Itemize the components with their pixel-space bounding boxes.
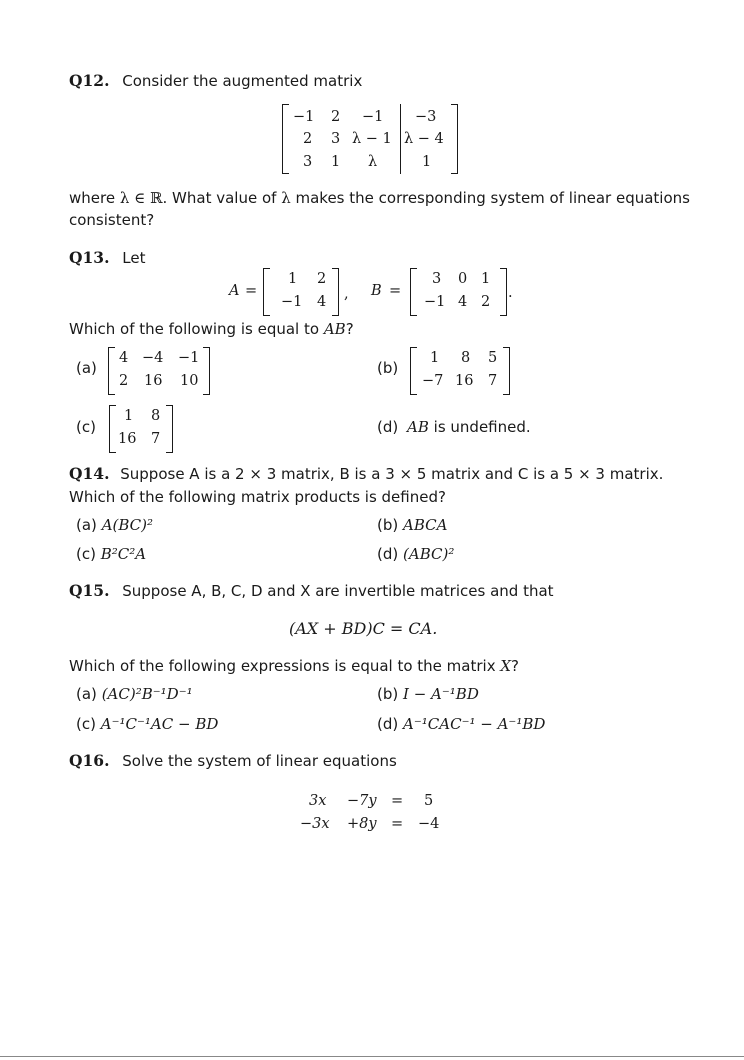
q16-number: Q16. <box>69 751 110 770</box>
q13-option-b-r1c1: 1 <box>430 350 440 366</box>
q14-option-c-math: B²C²A <box>100 545 147 563</box>
q15-option-a-math: (AC)²B⁻¹D⁻¹ <box>101 685 193 703</box>
q13-option-a-r1c1: 4 <box>119 350 129 366</box>
q13-option-c-r2c2: 7 <box>151 431 161 447</box>
q14-option-c[interactable] <box>76 545 146 563</box>
q12-rest: . What value of <box>162 189 277 207</box>
q12-matrix-left-bracket <box>282 104 289 174</box>
q13-b-r2c2: 4 <box>458 294 468 310</box>
q16-eq1-rhs: 5 <box>424 793 434 809</box>
q13-b-r2c3: 2 <box>481 294 491 310</box>
q12-intro: Consider the augmented matrix <box>122 72 363 90</box>
q13-b-r1c3: 1 <box>481 271 491 287</box>
q13-b-r1c2: 0 <box>458 271 468 287</box>
q15-question-mark: ? <box>511 657 520 675</box>
q15-option-d-math: A⁻¹CAC⁻¹ − A⁻¹BD <box>403 715 546 733</box>
q12-augment-divider <box>400 104 401 174</box>
q13-option-a-r1c2: −4 <box>142 350 164 366</box>
q15-option-c[interactable] <box>76 715 218 733</box>
q15-option-a[interactable] <box>76 685 193 703</box>
q13-option-c-left-bracket <box>109 405 116 453</box>
q13-b-equals: = <box>389 283 402 299</box>
q15-option-c-math: A⁻¹C⁻¹AC − BD <box>100 715 219 733</box>
q14-number: Q14. <box>69 464 110 483</box>
q12-number: Q12. <box>69 71 110 90</box>
q16-eq1-term2: −7y <box>347 793 377 809</box>
q12-cell-r2c3: λ − 1 <box>352 131 392 147</box>
q14-option-b-label: (b) <box>377 516 399 534</box>
q12-cell-r3c2: 1 <box>331 154 341 170</box>
q12-cell-r1c4: −3 <box>415 109 437 125</box>
q16-eq2-term1: −3x <box>300 816 330 832</box>
q15-option-d[interactable] <box>377 715 545 733</box>
q14-option-b[interactable] <box>377 516 447 534</box>
q15-question <box>69 657 519 675</box>
q13-option-d-text: is undefined. <box>433 418 531 436</box>
q14-option-b-math: ABCA <box>403 516 448 534</box>
q13-option-b-r1c3: 5 <box>488 350 498 366</box>
q13-a-label: A <box>229 283 240 299</box>
q12-cell-r2c2: 3 <box>331 131 341 147</box>
q13-b-right-bracket <box>500 268 507 316</box>
q12-cell-r2c1: 2 <box>303 131 313 147</box>
q15-option-c-label: (c) <box>76 715 96 733</box>
q12-lambda-2: λ <box>281 189 291 207</box>
q13-option-a-r1c3: −1 <box>178 350 200 366</box>
q14-text-line2: Which of the following matrix products is defined? <box>69 488 446 506</box>
q16-eq2-equals: = <box>391 816 404 832</box>
q13-option-b-r2c2: 16 <box>455 373 474 389</box>
q15-option-b[interactable] <box>377 685 479 703</box>
q13-option-b-r2c1: −7 <box>422 373 444 389</box>
q15-question-text: Which of the following expressions is equal to the matrix <box>69 657 496 675</box>
q13-option-b-label: (b) <box>377 359 399 377</box>
q15-equation: (AX + BD)C = CA. <box>289 619 438 638</box>
q13-option-a-right-bracket <box>203 347 210 395</box>
q12-question-line1 <box>69 189 690 207</box>
q13-a-r1c2: 2 <box>317 271 327 287</box>
q15-option-b-math: I − A⁻¹BD <box>403 685 479 703</box>
q13-option-a-label: (a) <box>76 359 97 377</box>
q14-option-a-label: (a) <box>76 516 97 534</box>
q13-b-label: B <box>371 283 382 299</box>
q16-eq2-rhs: −4 <box>418 816 440 832</box>
q15-heading <box>69 582 554 600</box>
q12-cell-r1c3: −1 <box>362 109 384 125</box>
q13-intro: Let <box>122 249 146 267</box>
q13-a-r2c1: −1 <box>281 294 303 310</box>
q16-text: Solve the system of linear equations <box>122 752 397 770</box>
q13-option-a-r2c2: 16 <box>144 373 163 389</box>
q13-a-right-bracket <box>332 268 339 316</box>
q13-option-d[interactable] <box>377 418 531 436</box>
q13-question <box>69 320 354 338</box>
q13-option-c-right-bracket <box>166 405 173 453</box>
q16-eq1-term1: 3x <box>309 793 327 809</box>
q12-where: where <box>69 189 116 207</box>
q13-a-r1c1: 1 <box>288 271 298 287</box>
q12-heading <box>69 72 362 90</box>
q13-option-a-left-bracket <box>108 347 115 395</box>
q16-eq1-equals: = <box>391 793 404 809</box>
q14-option-a[interactable] <box>76 516 153 534</box>
q13-option-c-label: (c) <box>76 418 96 436</box>
q14-option-c-label: (c) <box>76 545 96 563</box>
q12-rest2: makes the corresponding system of linear equations <box>295 189 690 207</box>
q16-eq2-term2: +8y <box>347 816 377 832</box>
q13-b-r2c1: −1 <box>424 294 446 310</box>
q12-cell-r1c2: 2 <box>331 109 341 125</box>
q13-question-math: AB <box>323 320 346 338</box>
q13-b-left-bracket <box>410 268 417 316</box>
q13-period: . <box>508 285 513 301</box>
q15-option-b-label: (b) <box>377 685 399 703</box>
q12-question-line2: consistent? <box>69 211 155 229</box>
q13-b-r1c1: 3 <box>432 271 442 287</box>
q15-question-math: X <box>500 657 512 675</box>
q12-cell-r3c1: 3 <box>303 154 313 170</box>
q12-cell-r2c4: λ − 4 <box>404 131 444 147</box>
page-bottom-edge <box>0 1056 744 1057</box>
q13-option-a-r2c3: 10 <box>180 373 199 389</box>
q12-cell-r1c1: −1 <box>293 109 315 125</box>
q13-question-text: Which of the following is equal to <box>69 320 320 338</box>
q13-option-c-r1c2: 8 <box>151 408 161 424</box>
q13-option-d-label: (d) <box>377 418 399 436</box>
q16-heading <box>69 752 397 770</box>
q13-question-mark: ? <box>345 320 354 338</box>
q12-matrix-right-bracket <box>451 104 458 174</box>
q13-option-b-r2c3: 7 <box>488 373 498 389</box>
q14-text: Suppose A is a 2 × 3 matrix, B is a 3 × 5 matrix and C is a 5 × 3 matrix. <box>120 465 664 483</box>
q14-option-d-label: (d) <box>377 545 399 563</box>
q15-option-a-label: (a) <box>76 685 97 703</box>
q13-option-d-math: AB <box>407 418 429 436</box>
q13-a-equals: = <box>245 283 258 299</box>
q12-cell-r3c3: λ <box>368 154 378 170</box>
q15-option-d-label: (d) <box>377 715 399 733</box>
q13-option-b-r1c2: 8 <box>461 350 471 366</box>
q13-option-c-r2c1: 16 <box>118 431 137 447</box>
q13-comma: , <box>344 286 349 302</box>
q13-a-left-bracket <box>263 268 270 316</box>
q15-text: Suppose A, B, C, D and X are invertible matrices and that <box>122 582 554 600</box>
q13-option-b-right-bracket <box>503 347 510 395</box>
q12-lambda: λ <box>119 189 130 207</box>
q13-a-r2c2: 4 <box>317 294 327 310</box>
q14-heading <box>69 465 663 483</box>
q13-heading <box>69 249 145 267</box>
q13-option-c-r1c1: 1 <box>124 408 134 424</box>
q14-option-d[interactable] <box>377 545 454 563</box>
q13-option-a-r2c1: 2 <box>119 373 129 389</box>
q12-in-reals: ∈ ℝ <box>134 189 163 207</box>
q14-option-d-math: (ABC)² <box>403 545 455 563</box>
q12-cell-r3c4: 1 <box>422 154 432 170</box>
q13-option-b-left-bracket <box>410 347 417 395</box>
q15-number: Q15. <box>69 581 110 600</box>
q13-number: Q13. <box>69 248 110 267</box>
q14-option-a-math: A(BC)² <box>101 516 154 534</box>
